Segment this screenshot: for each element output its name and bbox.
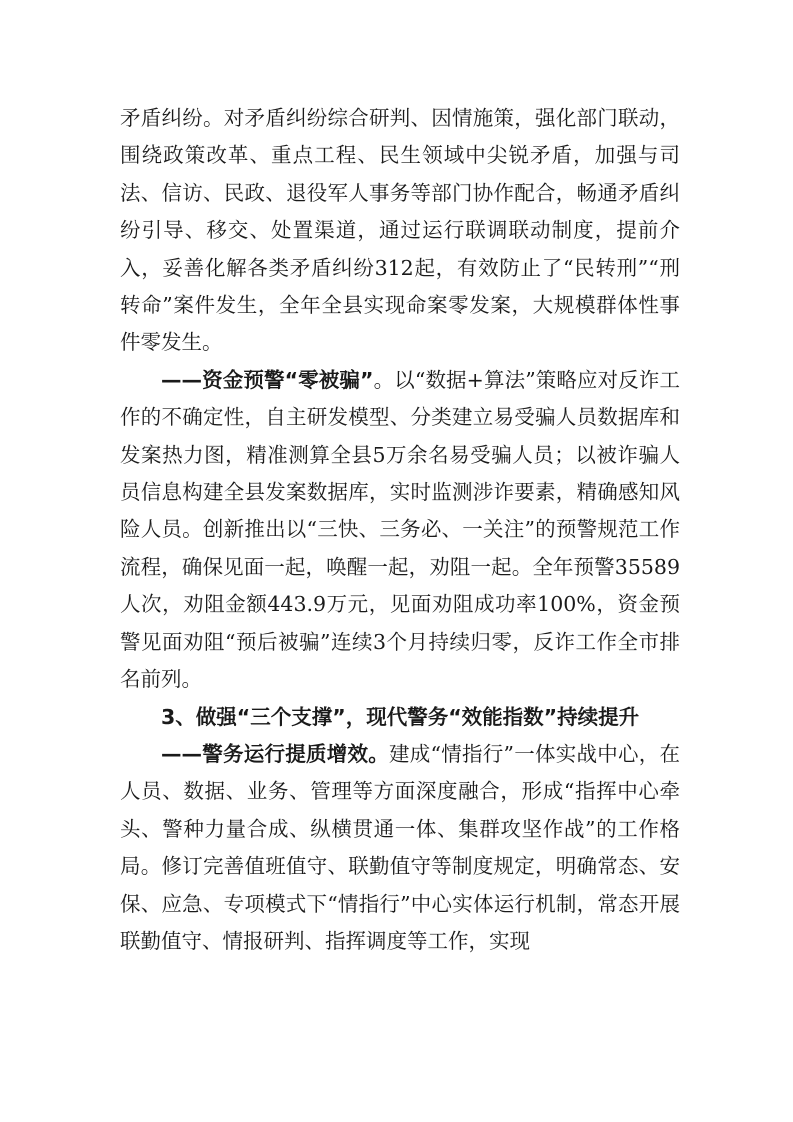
fund-warning-lead: ——资金预警“零被骗” <box>161 367 374 392</box>
police-operations-lead: ——警务运行提质增效。 <box>161 741 390 766</box>
police-operations-body: 建成“情指行”一体实战中心，在人员、数据、业务、管理等方面深度融合，形成“指挥中心牵头、警种力量合成、纵横贯通一体、集群攻坚作战”的工作格局。修订完善值班值守、联勤值守等制度规定，明确常态、安保、应急、专项模式下“情指行”中心实体运行机制，常态开展联勤值守、情报研判、指挥调度等工作，实现 <box>120 741 680 953</box>
document-page <box>120 100 680 960</box>
section-heading-3: 3、做强“三个支撑”，现代警务“效能指数”持续提升 <box>161 704 640 729</box>
fund-warning-body: 。以“数据+算法”策略应对反诈工作的不确定性，自主研发模型、分类建立易受骗人员数据库和发案热力图，精准测算全县5万余名易受骗人员；以被诈骗人员信息构建全县发案数据库，实时监测涉诈要素，精确感知风险人员。创新推出以“三快、三务必、一关注”的预警规范工作流程，确保见面一起，唤醒一起，劝阻一起。全年预警35589人次，劝阻金额443.9万元，见面劝阻成功率100%，资金预警见面劝阻“预后被骗”连续3个月持续归零，反诈工作全市排名前列。 <box>120 367 680 692</box>
paragraph-fund-warning <box>120 362 680 699</box>
paragraph-police-operations <box>120 736 680 960</box>
paragraph-dispute-resolution: 矛盾纠纷。对矛盾纠纷综合研判、因情施策，强化部门联动，围绕政策改革、重点工程、民生领域中尖锐矛盾，加强与司法、信访、民政、退役军人事务等部门协作配合，畅通矛盾纠纷引导、移交、处置渠道，通过运行联调联动制度，提前介入，妥善化解各类矛盾纠纷312起，有效防止了“民转刑”“刑转命”案件发生，全年全县实现命案零发案，大规模群体性事件零发生。 <box>120 106 680 355</box>
